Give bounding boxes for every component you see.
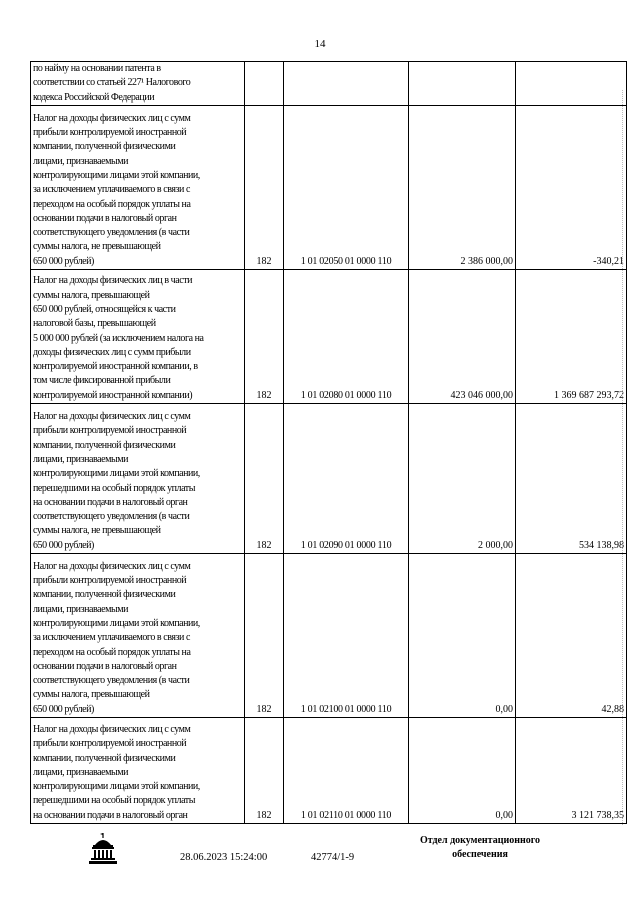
parliament-building-icon [88, 831, 118, 870]
footer-date: 28.06.2023 15:24:00 [180, 852, 268, 863]
row-admin-code: 182 [245, 404, 284, 554]
row-budget-code: 1 01 02090 01 0000 110 [284, 404, 409, 554]
table-row [31, 106, 627, 270]
row-budget-code: 1 01 02080 01 0000 110 [284, 270, 409, 404]
page-number: 14 [314, 38, 326, 50]
row-description: Налог на доходы физических лиц с сумм прибыли контролируемой иностранной компании, полученной физическими лицами, признаваемыми контролирующими лицами этой компании, за исключением уплачиваемого в связи с переходом на особый порядок уплаты на основании подачи в налоговый орган соответствующего уведомления (в части суммы налога, превышающей 650 000 рублей) [31, 554, 245, 718]
row-description: Налог на доходы физических лиц с сумм прибыли контролируемой иностранной компании, полученной физическими лицами, признаваемыми контролирующими лицами этой компании, перешедшими на особый порядок уплаты на основании подачи в налоговый орган соответствующего уведомления (в части суммы налога, не превышающей 650 000 рублей) [31, 404, 245, 554]
footer-document-number: 42774/1-9 [311, 852, 355, 863]
row-admin-code: 182 [245, 718, 284, 824]
row-description: Налог на доходы физических лиц с сумм прибыли контролируемой иностранной компании, полученной физическими лицами, признаваемыми контролирующими лицами этой компании, за исключением уплачиваемого в связи с переходом на особый порядок уплаты на основании подачи в налоговый орган соответствующего уведомления (в части суммы налога, не превышающей 650 000 рублей) [31, 106, 245, 270]
row-description: Налог на доходы физических лиц в части суммы налога, превышающей 650 000 рублей, относящейся к части налоговой базы, превышающей 5 000 000 рублей (за исключением налога на доходы физических лиц с сумм прибыли контролируемой иностранной компании, в том числе фиксированной прибыли контролируемой иностранной компании) [31, 270, 245, 404]
row-description: Налог на доходы физических лиц с сумм прибыли контролируемой иностранной компании, полученной физическими лицами, признаваемыми контролирующими лицами этой компании, перешедшими на особый порядок уплаты на основании подачи в налоговый орган [31, 718, 245, 824]
row-actual-amount: 1 369 687 293,72 [516, 270, 627, 404]
row-admin-code: 182 [245, 270, 284, 404]
row-budget-code: 1 01 02050 01 0000 110 [284, 106, 409, 270]
table-row [31, 404, 627, 554]
row-admin-code [245, 62, 284, 106]
table-body [31, 62, 627, 824]
table-row [31, 62, 627, 106]
footer-department: Отдел документационного обеспечения [419, 835, 541, 860]
row-description: по найму на основании патента в соответствии со статьей 227¹ Налогового кодекса Российской Федерации [31, 62, 245, 106]
table-row [31, 554, 627, 718]
row-actual-amount: 534 138,98 [516, 404, 627, 554]
row-plan-amount [409, 62, 516, 106]
row-budget-code: 1 01 02100 01 0000 110 [284, 554, 409, 718]
row-admin-code: 182 [245, 554, 284, 718]
budget-table [30, 61, 627, 824]
row-budget-code [284, 62, 409, 106]
scan-edge-line [622, 90, 623, 825]
table-row [31, 718, 627, 824]
row-actual-amount: -340,21 [516, 106, 627, 270]
row-actual-amount: 3 121 738,35 [516, 718, 627, 824]
row-plan-amount: 0,00 [409, 554, 516, 718]
table-row [31, 270, 627, 404]
row-plan-amount: 2 000,00 [409, 404, 516, 554]
row-plan-amount: 2 386 000,00 [409, 106, 516, 270]
row-plan-amount: 423 046 000,00 [409, 270, 516, 404]
row-actual-amount: 42,88 [516, 554, 627, 718]
row-plan-amount: 0,00 [409, 718, 516, 824]
row-actual-amount [516, 62, 627, 106]
row-admin-code: 182 [245, 106, 284, 270]
row-budget-code: 1 01 02110 01 0000 110 [284, 718, 409, 824]
